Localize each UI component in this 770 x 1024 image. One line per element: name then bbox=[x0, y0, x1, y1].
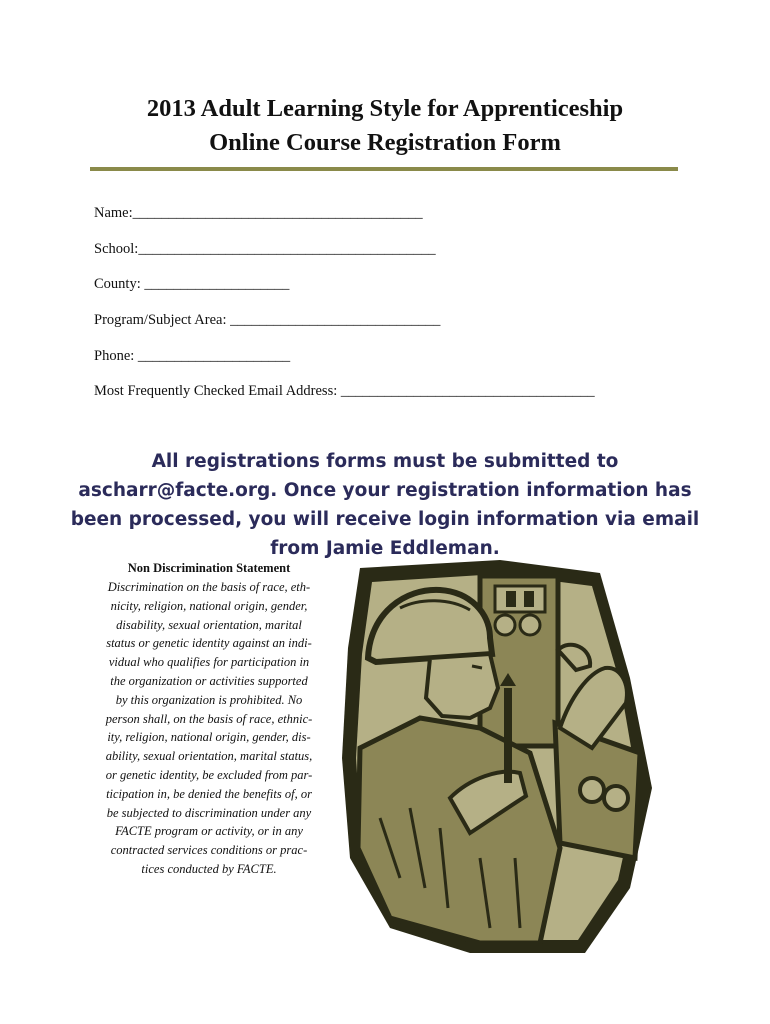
title-line-1: 2013 Adult Learning Style for Apprenticeship bbox=[146, 95, 624, 122]
county-field[interactable] bbox=[94, 275, 289, 293]
notice-line-4: from Jamie Eddleman. bbox=[270, 538, 500, 559]
email-label: Most Frequently Checked Email Address: bbox=[94, 383, 341, 399]
email-field[interactable] bbox=[94, 382, 595, 400]
notice-line-2: ascharr@facte.org. Once your registration information has bbox=[78, 480, 692, 501]
name-label: Name: bbox=[94, 205, 133, 221]
statement-line: status or genetic identity against an indi- bbox=[106, 636, 312, 651]
statement-line: contracted services conditions or prac- bbox=[110, 843, 308, 858]
title-divider bbox=[90, 167, 678, 171]
non-discrimination-heading: Non Discrimination Statement bbox=[127, 561, 291, 575]
phone-blank[interactable]: _____________________ bbox=[137, 348, 291, 364]
worker-with-screwdriver-illustration bbox=[330, 558, 660, 958]
program-blank[interactable]: _____________________________ bbox=[230, 312, 441, 328]
program-field[interactable] bbox=[94, 311, 440, 329]
name-field[interactable] bbox=[94, 204, 423, 222]
school-blank[interactable]: _________________________________________ bbox=[138, 241, 436, 257]
notice-line-3: been processed, you will receive login information via email bbox=[70, 509, 700, 530]
name-blank[interactable]: ________________________________________ bbox=[132, 205, 423, 221]
phone-label: Phone: bbox=[94, 348, 138, 364]
school-field[interactable] bbox=[94, 240, 436, 258]
statement-line: by this organization is prohibited. No bbox=[115, 692, 303, 707]
non-discrimination-statement bbox=[90, 578, 328, 879]
statement-line: ity, religion, national origin, gender, dis- bbox=[107, 730, 311, 745]
county-blank[interactable]: ____________________ bbox=[144, 276, 290, 292]
phone-field[interactable] bbox=[94, 347, 290, 365]
statement-line: vidual who qualifies for participation in bbox=[108, 655, 310, 670]
statement-line: person shall, on the basis of race, ethnic- bbox=[105, 711, 313, 726]
page-title bbox=[0, 92, 770, 160]
statement-line: ticipation in, be denied the benefits of, or bbox=[106, 786, 312, 801]
statement-line: tices conducted by FACTE. bbox=[141, 861, 277, 876]
notice-line-1: All registrations forms must be submitted to bbox=[151, 451, 619, 472]
submission-notice bbox=[0, 447, 770, 563]
statement-line: be subjected to discrimination under any bbox=[106, 805, 312, 820]
statement-line: FACTE program or activity, or in any bbox=[115, 824, 303, 839]
county-label: County: bbox=[94, 276, 145, 292]
school-label: School: bbox=[94, 241, 139, 257]
program-label: Program/Subject Area: bbox=[94, 312, 231, 328]
email-blank[interactable]: ___________________________________ bbox=[340, 383, 595, 399]
statement-line: ability, sexual orientation, marital status, bbox=[105, 749, 313, 764]
statement-line: or genetic identity, be excluded from par- bbox=[105, 767, 313, 782]
statement-line: Discrimination on the basis of race, eth- bbox=[107, 580, 311, 594]
title-line-2: Online Course Registration Form bbox=[209, 129, 561, 156]
statement-line: nicity, religion, national origin, gender, bbox=[110, 598, 308, 613]
statement-line: disability, sexual orientation, marital bbox=[116, 617, 302, 632]
statement-line: the organization or activities supported bbox=[110, 673, 308, 688]
